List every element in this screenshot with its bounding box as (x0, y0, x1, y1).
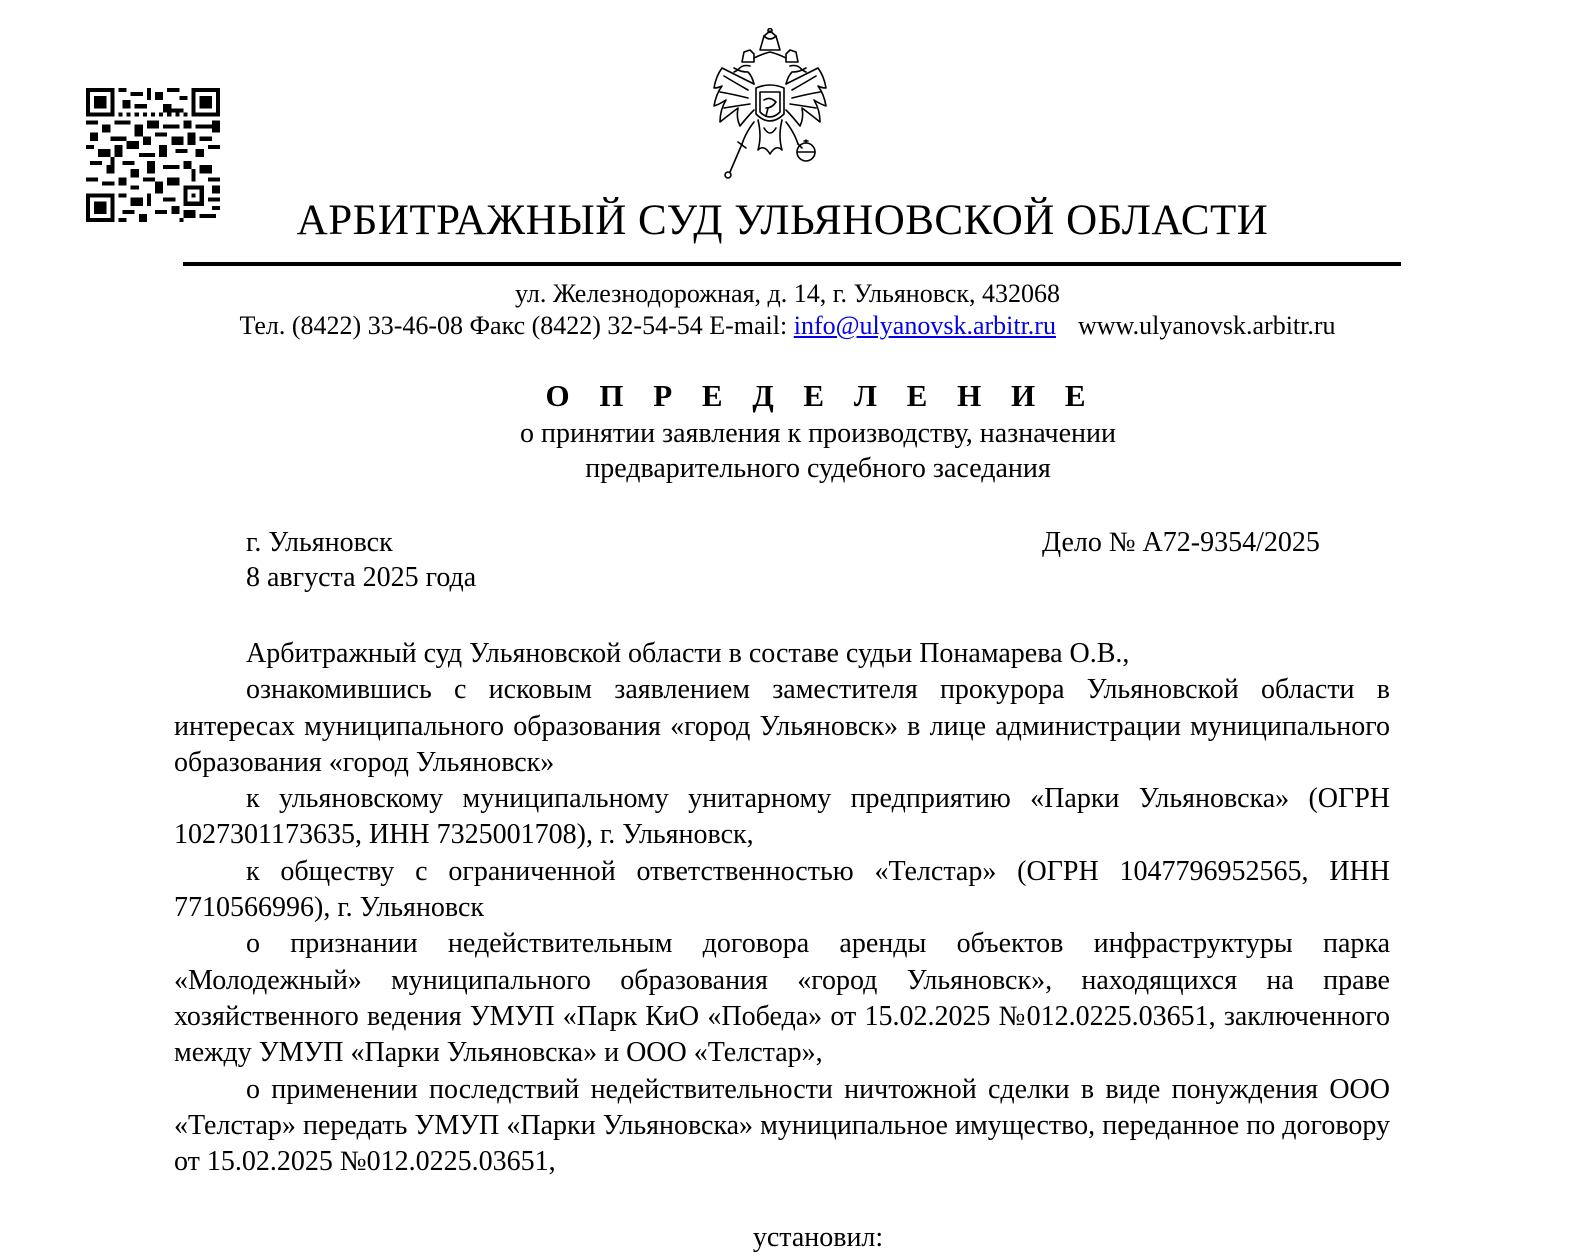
website-text: www.ulyanovsk.arbitr.ru (1077, 311, 1336, 340)
body-paragraph: о применении последствий недействительности ничтожной сделки в виде понуждения ООО «Телстар» передать УМУП «Парки Ульяновска» муниципальное имущество, переданное по договору от 15.02.2025 №012.0225.03651, (174, 1073, 1390, 1178)
court-address: ул. Железнодорожная, д. 14, г. Ульяновск, 432068 (514, 279, 1060, 308)
case-number: Дело № А72-9354/2025 (1042, 527, 1320, 558)
document-subtitle-line1: о принятии заявления к производству, назначении (520, 418, 1116, 449)
body-paragraph: о признании недействительным договора аренды объектов инфраструктуры парка «Молодежный» муниципального образования «город Ульяновск», находящихся на праве хозяйственного ведения УМУП «Парк КиО «Победа» от 15.02.2025 №012.0225.03651, заключенного между УМУП «Парки Ульяновска» и ООО «Телстар», (174, 928, 1390, 1069)
court-name-text: АРБИТРАЖНЫЙ СУД УЛЬЯНОВСКОЙ ОБЛАСТИ (296, 197, 1269, 244)
coat-of-arms-icon (708, 28, 832, 180)
court-contacts (0, 311, 1575, 341)
document-body (174, 636, 1390, 1180)
contacts-phones: Тел. (8422) 33-46-08 Факс (8422) 32-54-54 E-mail: (239, 311, 794, 340)
document-city: г. Ульяновск (246, 527, 393, 558)
document-subtitle-line2: предварительного судебного заседания (585, 453, 1051, 484)
established-heading: установил: (752, 1222, 884, 1253)
body-paragraph: к ульяновскому муниципальному унитарному предприятию «Парки Ульяновска» (ОГРН 1027301173635, ИНН 7325001708), г. Ульяновск, (174, 783, 1390, 851)
court-name (0, 196, 1575, 245)
header-divider (183, 262, 1401, 266)
email-link[interactable]: info@ulyanovsk.arbitr.ru (793, 311, 1056, 340)
body-paragraph: к обществу с ограниченной ответственностью «Телстар» (ОГРН 1047796952565, ИНН 7710566996), г. Ульяновск (174, 855, 1390, 924)
body-paragraph: ознакомившись с исковым заявлением заместителя прокурора Ульяновской области в интересах муниципального образования «город Ульяновск» в лице администрации муниципального образования «город Ульяновск» (174, 674, 1390, 778)
body-paragraph: Арбитражный суд Ульяновской области в составе судьи Понамарева О.В., (246, 638, 1130, 669)
document-type: О П Р Е Д Е Л Е Н И Е (545, 378, 1097, 413)
document-date: 8 августа 2025 года (246, 562, 477, 593)
